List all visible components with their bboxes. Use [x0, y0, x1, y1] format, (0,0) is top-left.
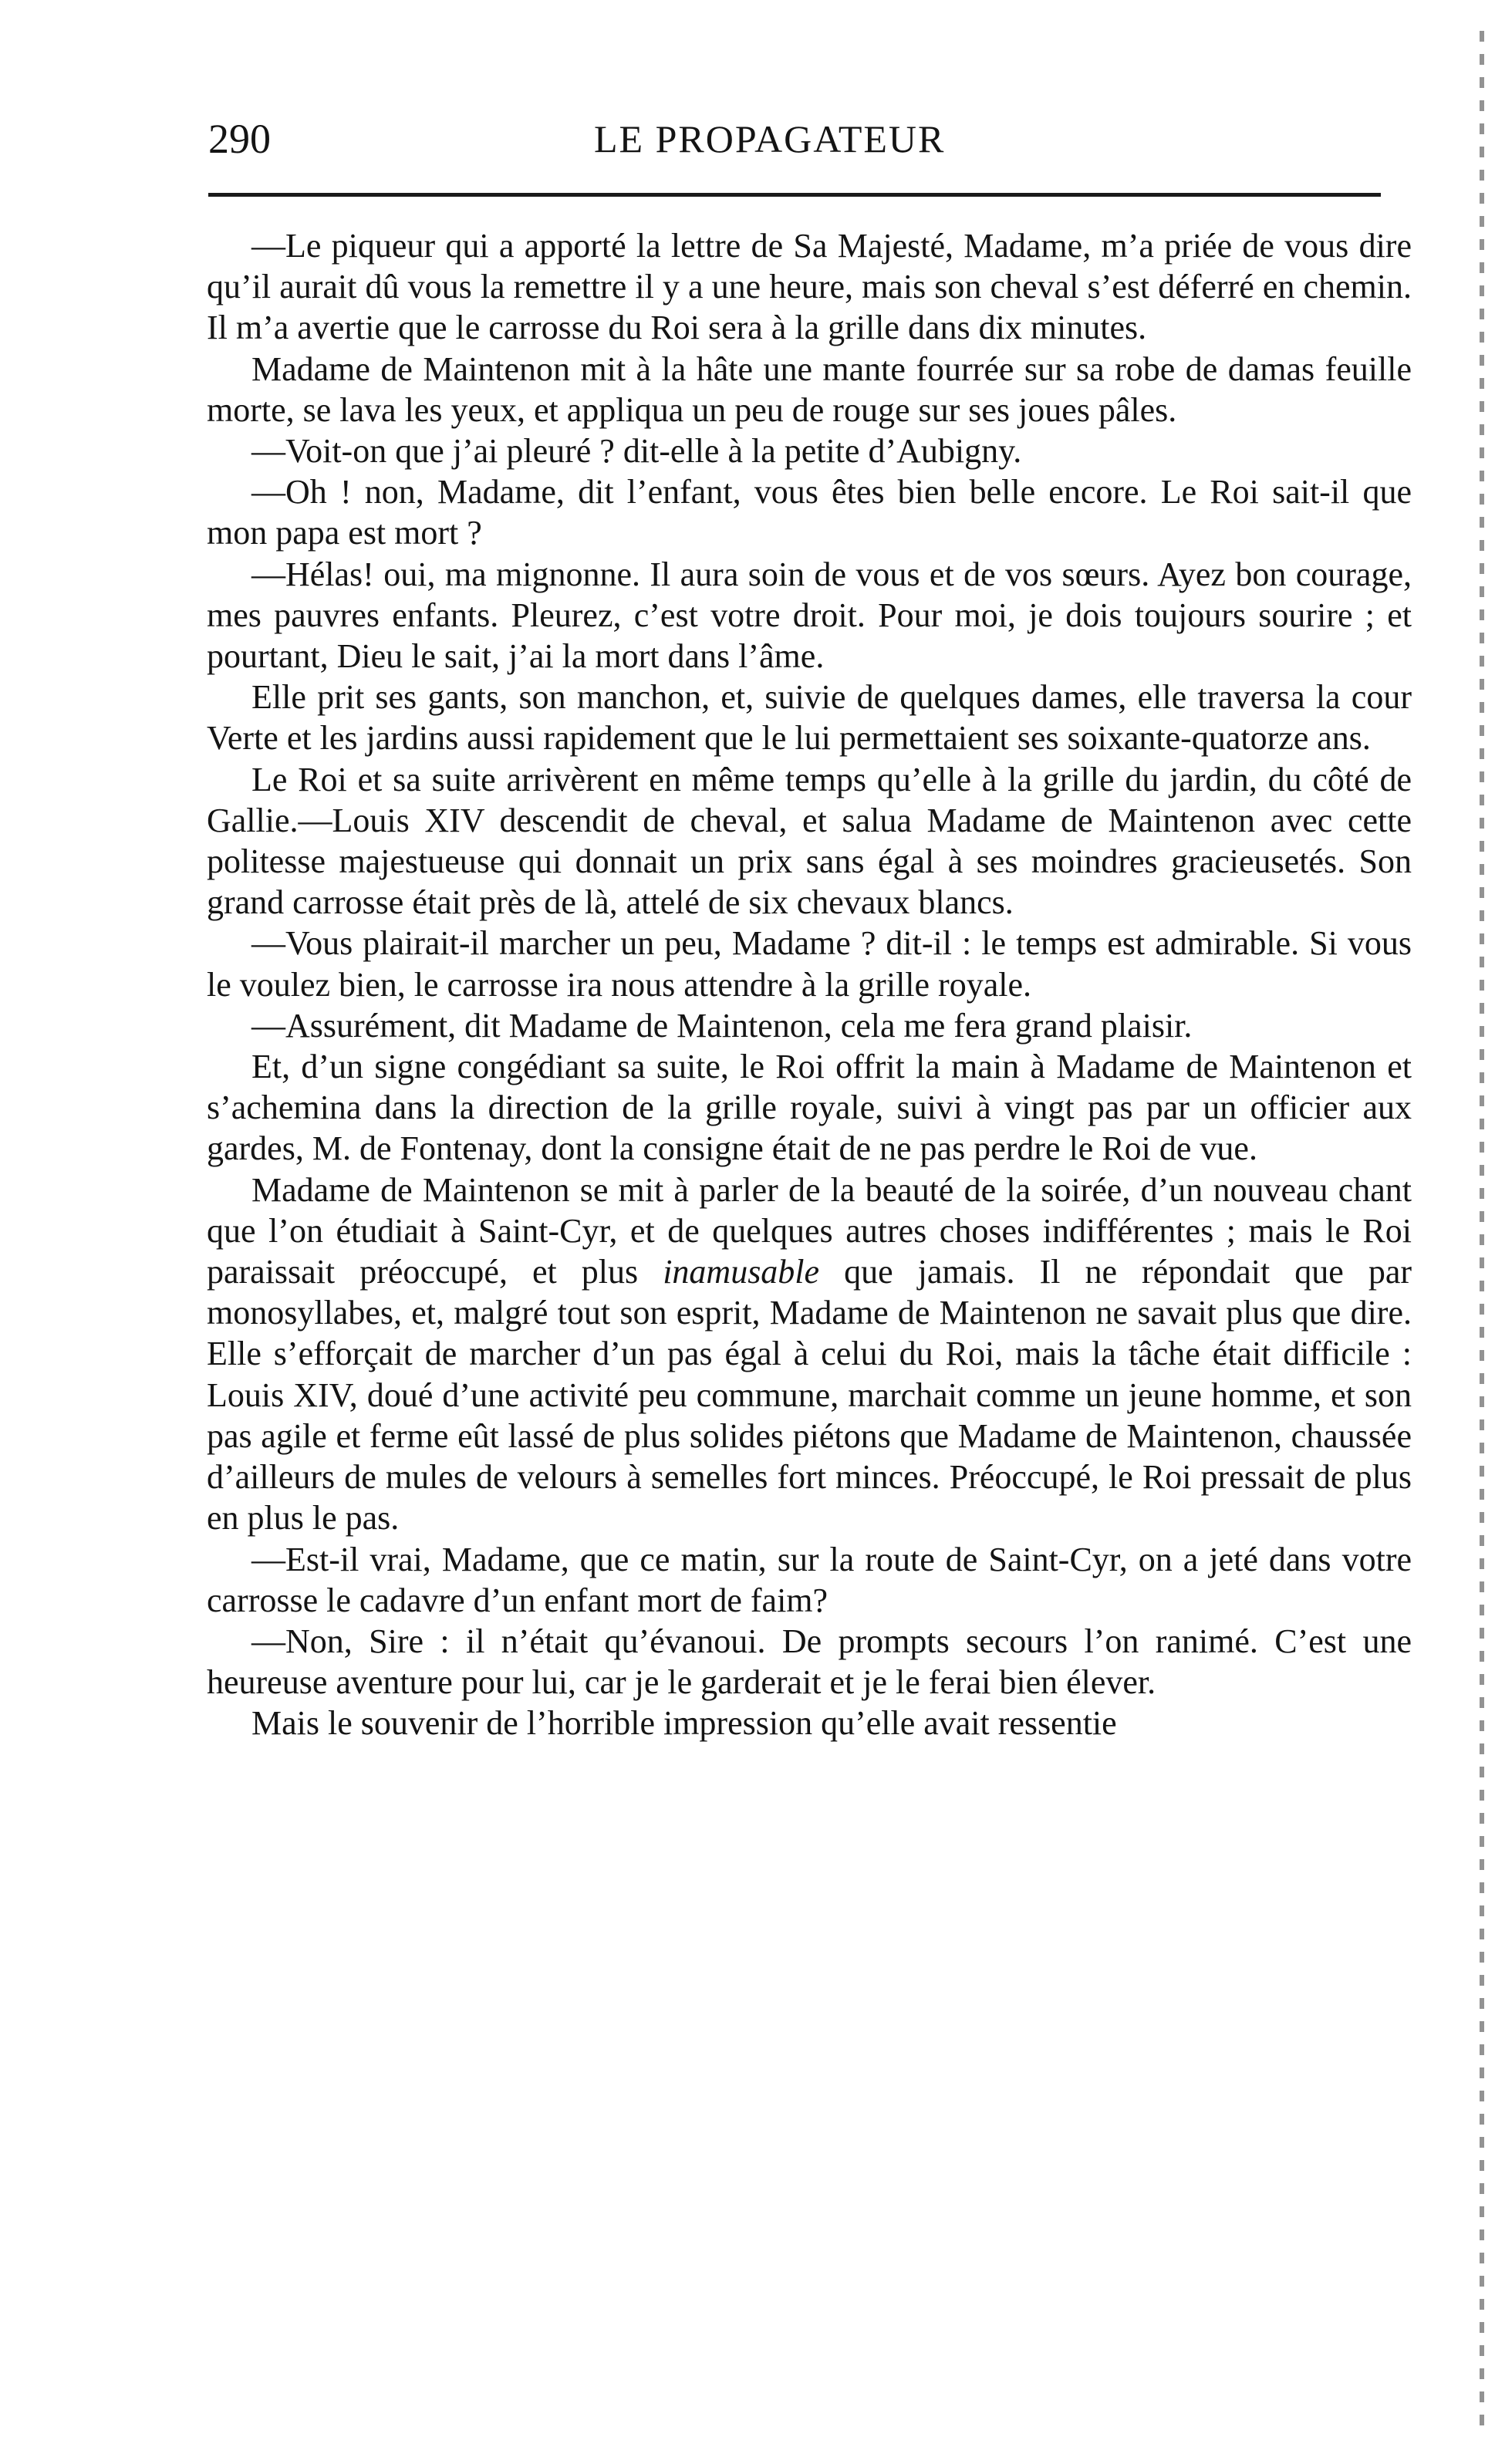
- paragraph-6: Elle prit ses gants, son manchon, et, suivie de quelques dames, elle traversa la cour Verte et les jardins aussi rapidement que le lui permettaient ses soixante-quatorze ans.: [207, 678, 1412, 758]
- paragraph-1: —Le piqueur qui a apporté la lettre de Sa Majesté, Madame, m’a priée de vous dire qu’il aurait dû vous la remettre il y a une heure, mais son cheval s’est déferré en chemin. Il m’a avertie que le carrosse du Roi sera à la grille dans dix minutes.: [207, 227, 1412, 347]
- header-rule: [208, 193, 1381, 197]
- page-number: 290: [208, 116, 271, 162]
- paragraph-5: —Hélas! oui, ma mignonne. Il aura soin de vous et de vos sœurs. Ayez bon courage, mes pauvres enfants. Pleurez, c’est votre droit. Pour moi, je dois toujours sourire ; et pourtant, Dieu le sait, j’ai la mort dans l’âme.: [207, 555, 1412, 676]
- paragraph-3: —Voit-on que j’ai pleuré ? dit-elle à la petite d’Aubigny.: [251, 432, 1022, 471]
- paragraph-9: —Assurément, dit Madame de Maintenon, cela me fera grand plaisir.: [251, 1006, 1193, 1045]
- paragraph-13: —Non, Sire : il n’était qu’évanoui. De prompts secours l’on ranimé. C’est une heureuse aventure pour lui, car je le garderait et je le ferai bien élever.: [207, 1622, 1412, 1702]
- page-edge-mark: [1480, 31, 1484, 2438]
- italic-word: inamusable: [663, 1253, 820, 1291]
- body-text: [207, 225, 1412, 1744]
- paragraph-12: —Est-il vrai, Madame, que ce matin, sur la route de Saint-Cyr, on a jeté dans votre carrosse le cadavre d’un enfant mort de faim?: [207, 1540, 1412, 1619]
- paragraph-14: Mais le souvenir de l’horrible impression qu’elle avait ressentie: [251, 1704, 1117, 1743]
- paragraph-4: —Oh ! non, Madame, dit l’enfant, vous êtes bien belle encore. Le Roi sait-il que mon papa est mort ?: [207, 473, 1412, 552]
- paragraph-11-part-1: Madame de Maintenon se mit à parler de la beauté de la soirée, d’un nouveau chant que l’on étudiait à Saint-Cyr, et de quelques autres choses indifférentes ; mais le Roi paraissait préoccupé, et plus: [207, 1170, 1412, 1291]
- running-title: LE PROPAGATEUR: [594, 117, 946, 160]
- paragraph-11-part-2: que jamais. Il ne répondait que par monosyllabes, et, malgré tout son esprit, Madame de Maintenon ne savait plus que dire. Elle s’efforçait de marcher d’un pas égal à celui du Roi, mais la tâche était difficile : Louis XIV, doué d’une activité peu commune, marchait comme un jeune homme, et son pas agile et ferme eût lassé de plus solides piétons que Madame de Maintenon, chaussée d’ailleurs de mules de velours à semelles fort minces. Préoccupé, le Roi pressait de plus en plus le pas.: [207, 1253, 1412, 1537]
- paragraph-2: Madame de Maintenon mit à la hâte une mante fourrée sur sa robe de damas feuille morte, se lava les yeux, et appliqua un peu de rouge sur ses joues pâles.: [207, 349, 1412, 429]
- page-header: [208, 108, 1381, 170]
- paragraph-7: Le Roi et sa suite arrivèrent en même temps qu’elle à la grille du jardin, du côté de Gallie.—Louis XIV descendit de cheval, et salua Madame de Maintenon avec cette politesse majestueuse qui donnait un prix sans égal à ses moindres gracieusetés. Son grand carrosse était près de là, attelé de six chevaux blancs.: [207, 760, 1412, 922]
- paragraph-8: —Vous plairait-il marcher un peu, Madame ? dit-il : le temps est admirable. Si vous le voulez bien, le carrosse ira nous attendre à la grille royale.: [207, 924, 1412, 1004]
- paragraph-10: Et, d’un signe congédiant sa suite, le Roi offrit la main à Madame de Maintenon et s’achemina dans la direction de la grille royale, suivi à vingt pas par un officier aux gardes, M. de Fontenay, dont la consigne était de ne pas perdre le Roi de vue.: [207, 1048, 1412, 1168]
- paragraph-11: [207, 1170, 1412, 1539]
